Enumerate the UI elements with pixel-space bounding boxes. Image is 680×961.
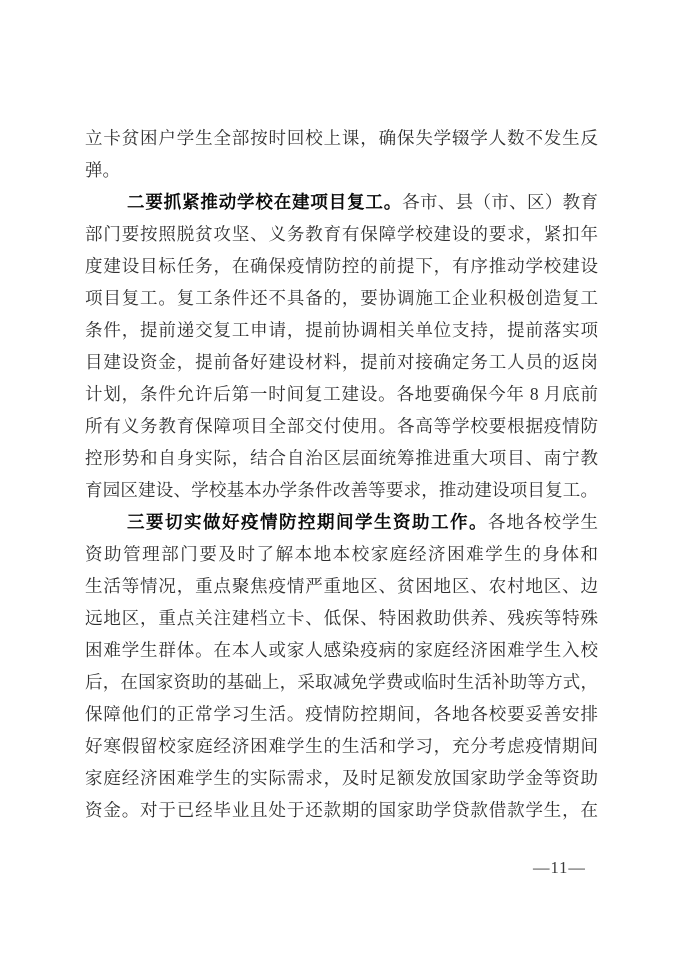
- text-line: [85, 442, 598, 474]
- text-line: [85, 122, 598, 154]
- page-number: —11—: [533, 858, 586, 877]
- line-text: 家庭经济困难学生的实际需求，及时足额发放国家助学金等资助: [85, 768, 598, 788]
- line-text: 后，在国家资助的基础上，采取减免学费或临时生活补助等方式，: [85, 672, 598, 692]
- line-text: 好寒假留校家庭经济困难学生的生活和学习，充分考虑疫情期间: [85, 736, 598, 756]
- line-text: 资助管理部门要及时了解本地本校家庭经济困难学生的身体和: [85, 544, 598, 564]
- text-line: [85, 250, 598, 282]
- text-line: [85, 762, 598, 794]
- line-text: 资金。对于已经毕业且处于还款期的国家助学贷款借款学生，在: [85, 800, 598, 820]
- text-line: [85, 602, 598, 634]
- line-text: 弹。: [85, 160, 120, 180]
- text-line: [85, 794, 598, 826]
- line-text: 部门要按照脱贫攻坚、义务教育有保障学校建设的要求，紧扣年: [85, 224, 598, 244]
- line-text: 计划，条件允许后第一时间复工建设。各地要确保今年 8 月底前: [85, 384, 598, 404]
- line-text: 远地区，重点关注建档立卡、低保、特困救助供养、残疾等特殊: [85, 608, 598, 628]
- section-heading: 二要抓紧推动学校在建项目复工。: [127, 193, 403, 213]
- text-line: [85, 666, 598, 698]
- text-line: [85, 730, 598, 762]
- line-text: 保障他们的正常学习生活。疫情防控期间，各地各校要妥善安排: [85, 704, 598, 724]
- text-line: [85, 218, 598, 250]
- line-text: 生活等情况，重点聚焦疫情严重地区、贫困地区、农村地区、边: [85, 576, 598, 596]
- line-text: 度建设目标任务，在确保疫情防控的前提下，有序推动学校建设: [85, 256, 598, 276]
- text-line: [85, 570, 598, 602]
- document-body: [85, 122, 598, 826]
- text-line: [85, 314, 598, 346]
- section-heading: 三要切实做好疫情防控期间学生资助工作。: [127, 513, 488, 533]
- text-line: [85, 506, 598, 538]
- text-line: [85, 186, 598, 218]
- line-text: 控形势和自身实际，结合自治区层面统筹推进重大项目、南宁教: [85, 448, 598, 468]
- text-line: [85, 538, 598, 570]
- text-line: [85, 346, 598, 378]
- line-text: 立卡贫困户学生全部按时回校上课，确保失学辍学人数不发生反: [85, 128, 598, 148]
- text-line: [85, 634, 598, 666]
- text-line: [85, 282, 598, 314]
- line-text: 条件，提前递交复工申请，提前协调相关单位支持，提前落实项: [85, 320, 598, 340]
- line-text: 目建设资金，提前备好建设材料，提前对接确定务工人员的返岗: [85, 352, 598, 372]
- text-line: [85, 410, 598, 442]
- line-text: 项目复工。复工条件还不具备的，要协调施工企业积极创造复工: [85, 288, 598, 308]
- text-line: [85, 474, 598, 506]
- line-text: 困难学生群体。在本人或家人感染疫病的家庭经济困难学生入校: [85, 640, 598, 660]
- line-text: 育园区建设、学校基本办学条件改善等要求，推动建设项目复工。: [85, 480, 598, 500]
- line-text: 各地各校学生: [488, 512, 598, 532]
- text-line: [85, 378, 598, 410]
- text-line: [85, 154, 598, 186]
- line-text: 所有义务教育保障项目全部交付使用。各高等学校要根据疫情防: [85, 416, 598, 436]
- line-text: 各市、县（市、区）教育: [402, 192, 599, 212]
- text-line: [85, 698, 598, 730]
